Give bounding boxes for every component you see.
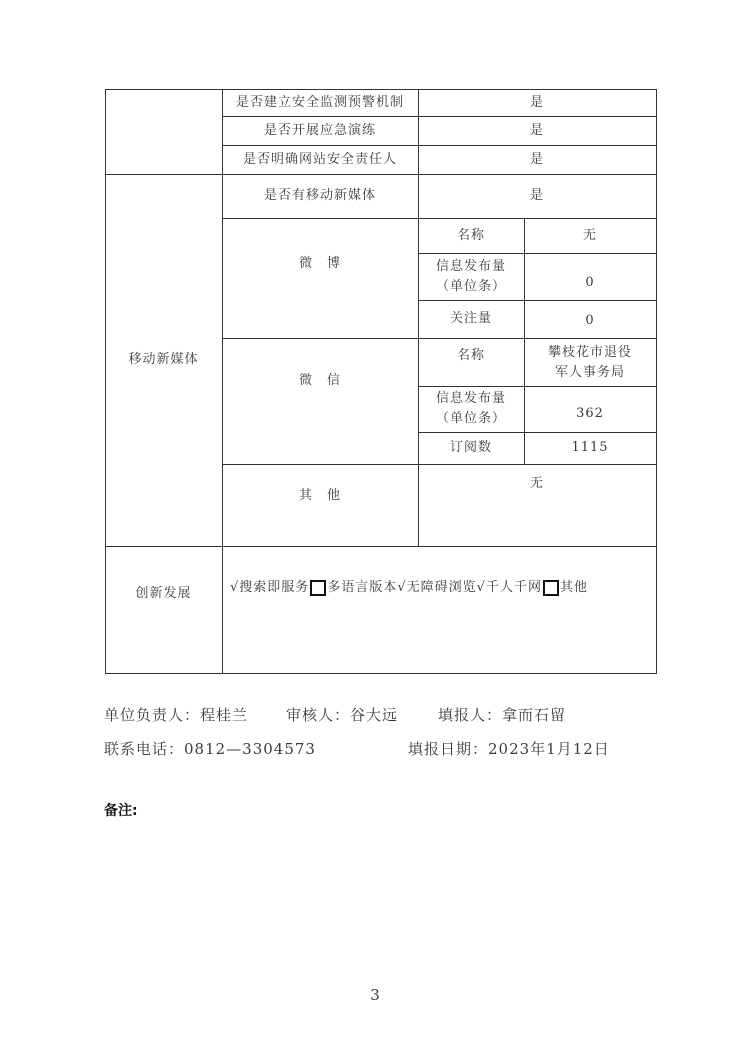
responsible-person: 单位负责人：程桂兰 [104,706,249,724]
option-accessible-browsing: 无障碍浏览 [406,580,477,595]
weibo-label: 微 博 [298,256,341,271]
wechat-label: 微 信 [298,373,341,388]
security-responsible-label: 是否明确网站安全责任人 [242,151,397,167]
check-mark-accessible: √ [397,580,407,595]
check-mark-search: √ [230,580,240,595]
wechat-posts-label [418,386,524,432]
wechat-posts-value: 362 [576,406,604,421]
weibo-posts-label-line1: 信息发布量 [435,258,506,274]
wechat-posts-label-line2: （单位条） [435,411,506,426]
security-monitoring-label: 是否建立安全监测预警机制 [235,94,404,110]
emergency-drill-label: 是否开展应急演练 [263,122,376,138]
other-media-value: 无 [529,476,544,491]
wechat-posts-label-line1: 信息发布量 [435,391,506,406]
option-search-as-service: 搜索即服务 [239,580,310,595]
weibo-posts-label-line2: （单位条） [435,278,506,294]
security-responsible-value: 是 [529,151,544,167]
security-monitoring-value: 是 [529,94,544,110]
weibo-follow-label: 关注量 [449,311,492,326]
wechat-name-value-line2: 军人事务局 [554,365,625,380]
checkbox-multilingual [310,580,326,596]
wechat-name-value [524,338,656,386]
footer-signatures [104,704,566,725]
other-media-label: 其 他 [298,488,341,503]
checkbox-other [543,580,559,596]
check-mark-personalized: √ [476,580,486,595]
emergency-drill-value: 是 [529,122,544,138]
option-multilingual: 多语言版本 [327,580,398,595]
weibo-name-label: 名称 [456,227,485,243]
innovation-label: 创新发展 [135,586,192,601]
weibo-name-value: 无 [582,227,597,243]
note-label: 备注: [104,803,138,819]
wechat-name-label: 名称 [456,348,485,363]
innovation-checklist [222,574,656,602]
option-personalized: 千人千网 [485,580,542,595]
contact-phone: 联系电话：0812—3304573 [104,740,316,758]
weibo-posts-value: 0 [585,275,595,290]
footer-contact [104,738,610,759]
wechat-name-value-line1: 攀枝花市退役 [547,345,632,360]
weibo-posts-label [418,253,524,300]
page-number: 3 [370,986,380,1004]
reviewer: 审核人：谷大远 [286,706,399,724]
filler: 填报人：拿而石留 [438,706,567,724]
fill-date: 填报日期：2023年1月12日 [407,740,610,758]
wechat-subs-value: 1115 [571,440,609,455]
has-mobile-media-value: 是 [529,188,544,203]
option-other: 其他 [559,580,588,595]
weibo-follow-value: 0 [585,313,595,328]
mobile-media-section-label: 移动新媒体 [128,352,199,367]
has-mobile-media-label: 是否有移动新媒体 [263,188,376,203]
wechat-subs-label: 订阅数 [449,440,492,455]
